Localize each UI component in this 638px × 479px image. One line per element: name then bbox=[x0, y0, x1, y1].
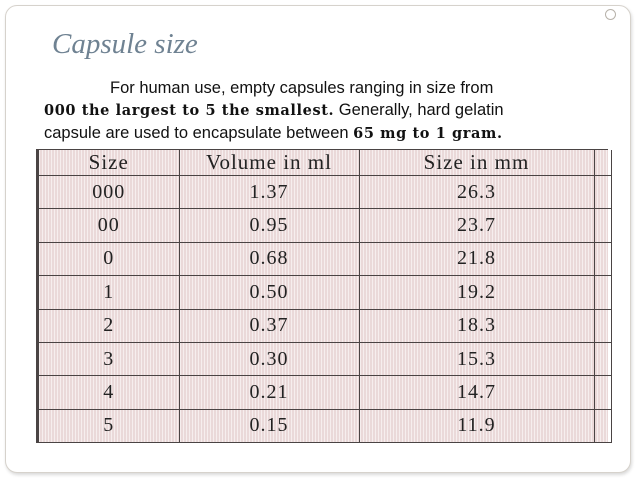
cell-size: 2 bbox=[39, 309, 179, 342]
cell-size: 00 bbox=[39, 209, 179, 242]
cell-volume: 0.15 bbox=[179, 409, 359, 442]
cell-spacer bbox=[594, 176, 611, 209]
cell-spacer bbox=[594, 342, 611, 375]
table-row bbox=[39, 342, 611, 375]
cell-size-mm: 23.7 bbox=[359, 209, 594, 242]
cell-spacer bbox=[594, 409, 611, 442]
intro-line-2 bbox=[44, 99, 614, 122]
cell-spacer bbox=[594, 209, 611, 242]
intro-line-1: For human use, empty capsules ranging in size from bbox=[110, 79, 494, 97]
cell-size-mm: 26.3 bbox=[359, 176, 594, 209]
cell-volume: 0.30 bbox=[179, 342, 359, 375]
header-spacer bbox=[594, 150, 611, 176]
intro-weight-range-bold: 65 mg to 1 gram. bbox=[353, 125, 503, 142]
cell-size: 000 bbox=[39, 176, 179, 209]
capsule-size-table bbox=[39, 150, 612, 443]
cell-size: 0 bbox=[39, 242, 179, 275]
cell-volume: 0.50 bbox=[179, 276, 359, 309]
cell-size-mm: 18.3 bbox=[359, 309, 594, 342]
header-size: Size bbox=[39, 150, 179, 176]
cell-size-mm: 14.7 bbox=[359, 376, 594, 409]
cell-size-mm: 19.2 bbox=[359, 276, 594, 309]
cell-size: 5 bbox=[39, 409, 179, 442]
cell-volume: 0.21 bbox=[179, 376, 359, 409]
table-row bbox=[39, 409, 611, 442]
header-size-mm: Size in mm bbox=[359, 150, 594, 176]
intro-line-3 bbox=[44, 122, 614, 145]
header-volume: Volume in ml bbox=[179, 150, 359, 176]
table-row bbox=[39, 242, 611, 275]
cell-spacer bbox=[594, 309, 611, 342]
cell-spacer bbox=[594, 276, 611, 309]
cell-size: 4 bbox=[39, 376, 179, 409]
cell-volume: 0.37 bbox=[179, 309, 359, 342]
cell-size-mm: 15.3 bbox=[359, 342, 594, 375]
cell-volume: 0.95 bbox=[179, 209, 359, 242]
table-header-row bbox=[39, 150, 611, 176]
table-row bbox=[39, 276, 611, 309]
intro-size-range-bold: 000 the largest to 5 the smallest. bbox=[44, 102, 335, 119]
table-row bbox=[39, 176, 611, 209]
cell-volume: 0.68 bbox=[179, 242, 359, 275]
table-row bbox=[39, 309, 611, 342]
cell-spacer bbox=[594, 242, 611, 275]
intro-line-2-rest: Generally, hard gelatin bbox=[334, 101, 504, 119]
cell-spacer bbox=[594, 376, 611, 409]
corner-circle-ornament bbox=[605, 9, 616, 20]
intro-paragraph bbox=[44, 77, 614, 145]
cell-volume: 1.37 bbox=[179, 176, 359, 209]
slide-title: Capsule size bbox=[52, 28, 198, 60]
intro-line-3-start: capsule are used to encapsulate between bbox=[44, 124, 354, 142]
cell-size-mm: 21.8 bbox=[359, 242, 594, 275]
table-row bbox=[39, 209, 611, 242]
cell-size: 3 bbox=[39, 342, 179, 375]
capsule-size-table-container bbox=[36, 149, 608, 443]
cell-size: 1 bbox=[39, 276, 179, 309]
cell-size-mm: 11.9 bbox=[359, 409, 594, 442]
table-row bbox=[39, 376, 611, 409]
